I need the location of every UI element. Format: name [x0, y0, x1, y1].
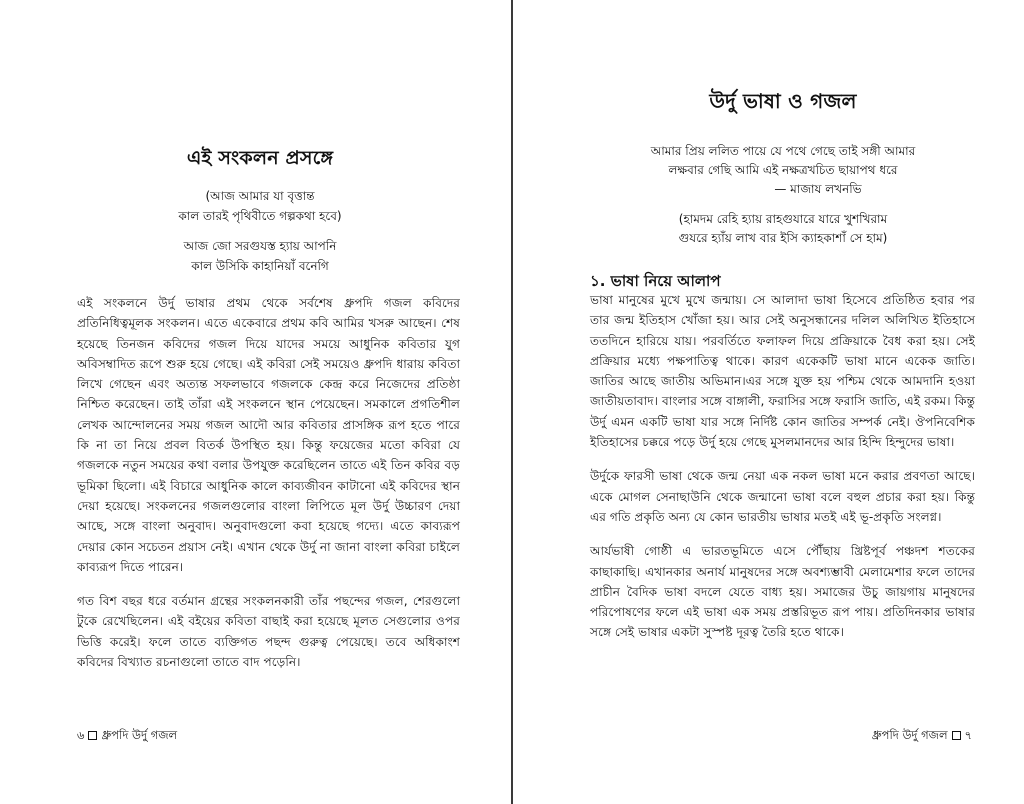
running-title: ধ্রুপদি উর্দু গজল	[871, 728, 948, 742]
right-page-footer	[872, 727, 972, 746]
epigraph-bengali	[60, 186, 460, 226]
body-paragraph: গত বিশ বছর ধরে বর্তমান গ্রন্থের সংকলনকারী তাঁর পছন্দের গজল, শেরগুলো টুকে রেখেছিলেন। এই বইয়ের কবিতা বাছাই করা হয়েছে মূলত সেগুলোর ওপর ভিত্তি করেই। ফলে তাতে ব্যক্তিগত পছন্দ গুরুত্ব পেয়েছে। তবে অধিকাংশ কবিদের বিখ্যাত রচনাগুলো তাতে বাদ পড়েনি।	[77, 594, 460, 670]
square-ornament-icon	[952, 731, 961, 740]
left-page	[0, 0, 511, 804]
epigraph-urdu-transliteration	[583, 210, 983, 248]
epigraph-urdu-transliteration	[60, 236, 460, 276]
left-page-body	[77, 293, 460, 686]
epigraph-line: কাল তারই পৃথিবীতে গল্পকথা হবে)	[178, 209, 342, 223]
epigraph-line: (আজ আমার যা বৃত্তান্ত	[205, 189, 315, 203]
epigraph-line: আমার প্রিয় ললিত পায়ে যে পথে গেছে তাই সঙ্গী আমার	[650, 144, 916, 158]
left-page-title: এই সংকলন প্রসঙ্গে	[186, 147, 334, 169]
epigraph-line: (হামদম রেহি হ্যায় রাহগুযারে যারে খুশখিরাম	[678, 212, 888, 226]
section-heading: ১. ভাষা নিয়ে আলাপ	[590, 272, 721, 290]
epigraph-line: গুযরে হ্যাঁয় লাখ বার ইসি ক্যাহকাশাঁ সে হাম)	[678, 231, 888, 245]
page-number: ৭	[964, 728, 972, 742]
left-page-footer	[77, 727, 177, 746]
right-page-title: উর্দু ভাষা ও গজল	[709, 89, 857, 113]
epigraph-bengali	[583, 142, 983, 199]
epigraph-attribution: — মাজায লখনভি	[774, 182, 862, 196]
page-number: ৬	[77, 728, 85, 742]
epigraph-line: আজ জো সরগুযস্ত হ্যায় আপনি	[183, 239, 337, 253]
right-page	[513, 0, 1024, 804]
right-page-body	[590, 290, 975, 657]
epigraph-line: কাল উসিকি কাহানিয়াঁ বনেগি	[191, 259, 329, 273]
running-title: ধ্রুপদি উর্দু গজল	[101, 728, 178, 742]
square-ornament-icon	[88, 731, 97, 740]
body-paragraph: উর্দুকে ফারসী ভাষা থেকে জন্ম নেয়া এক নকল ভাষা মনে করার প্রবণতা আছে। একে মোগল সেনাছাউনি থেকে জন্মানো ভাষা বলে বহুল প্রচার করা হয়। কিন্তু এর গতি প্রকৃতি অন্য যে কোন ভারতীয় ভাষার মতই এই ভূ-প্রকৃতি সংলগ্ন।	[590, 469, 975, 524]
epigraph-line: লক্ষবার গেছি আমি এই নক্ষত্রখচিত ছায়াপথ ধরে	[668, 163, 898, 177]
body-paragraph: ভাষা মানুষের মুখে মুখে জন্মায়। সে আলাদা ভাষা হিসেবে প্রতিষ্ঠিত হবার পর তার জন্ম ইতিহাস খোঁজা হয়। আর সেই অনুসন্ধানের দলিল অলিখিত ইতিহাসে ততদিনে হারিয়ে যায়। পরবর্তিতে ফলাফল দিয়ে প্রক্রিয়াকে বৈধ করা হয়। সেই প্রক্রিয়ার মধ্যে পক্ষপাতিত্ব থাকে। কারণ একেকটি ভাষা মানে একেক জাতি। জাতির আছে জাতীয় অভিমান।এর সঙ্গে যুক্ত হয় পশ্চিম থেকে আমদানি হওয়া জাতীয়তাবাদ। বাংলার সঙ্গে বাঙ্গালী, ফরাসির সঙ্গে ফরাসি জাতি, এই রকম। কিন্তু উর্দু এমন একটি ভাষা যার সঙ্গে নির্দিষ্ট কোন জাতির সম্পর্ক নেই। ঔপনিবেশিক ইতিহাসের চক্করে পড়ে উর্দু হয়ে গেছে মুসলমানদের আর হিন্দি হিন্দুদের ভাষা।	[590, 293, 975, 450]
body-paragraph: এই সংকলনে উর্দু ভাষার প্রথম থেকে সর্বশেষ ধ্রুপদি গজল কবিদের প্রতিনিধিত্বমূলক সংকলন। এতে একেবারে প্রথম কবি আমির খসরু আছেন। শেষ হয়েছে তিনজন কবিদের গজল দিয়ে যাদের সময়ে আধুনিক কবিতার যুগ অবিসম্বাদিত রূপে শুরু হয়ে গেছে। এই কবিরা সেই সময়েও ধ্রুপদি ধারায় কবিতা লিখে গেছেন এবং অত্যন্ত সফলভাবে গজলকে কেন্দ্র করে নিজেদের প্রতিষ্ঠা নিশ্চিত করেছেন। তাই তাঁরা এই সংকলনে স্থান পেয়েছেন। সমকালে প্রগতিশীল লেখক আন্দোলনের সময় গজল আদৌ আর কবিতার প্রাসঙ্গিক রূপ হতে পারে কি না তা নিয়ে প্রবল বিতর্ক উপস্থিত হয়। কিন্তু ফয়েজের মতো কবিরা যে গজলকে নতুন সময়ের কথা বলার উপযুক্ত করেছিলেন তাতে এই তিন কবির বড় ভূমিকা ছিলো। এই বিচারে আধুনিক কালে কাব্যজীবন কাটানো এই কবিদের স্থান দেয়া হয়েছে। সংকলনের গজলগুলোর বাংলা লিপিতে মূল উর্দু উচ্চারণ দেয়া আছে, সঙ্গে বাংলা অনুবাদ। অনুবাদগুলো কবা হয়েছে গদ্যে। এতে কাব্যরূপ দেয়ার কোন সচেতন প্রয়াস নেই। এখান থেকে উর্দু না জানা বাংলা কবিরা চাইলে কাব্যরূপ দিতে পারেন।	[77, 296, 460, 574]
body-paragraph: আর্যভাষী গোষ্ঠী এ ভারতভূমিতে এসে পৌঁছায় খ্রিষ্টপূর্ব পঞ্চদশ শতকের কাছাকাছি। এখানকার অনার্য মানুষদের সঙ্গে অবশ্যম্ভাবী মেলামেশার ফলে তাদের প্রাচীন বৈদিক ভাষা বদলে যেতে বাধ্য হয়। সমাজের উচু জায়গায় মানুষদের পরিপোষণের ফলে এই ভাষা এক সময় প্রস্তরিভূত রূপ পায়। প্রতিদিনকার ভাষার সঙ্গে সেই ভাষার একটা সুস্পষ্ট দূরত্ব তৈরি হতে থাকে।	[590, 544, 975, 640]
